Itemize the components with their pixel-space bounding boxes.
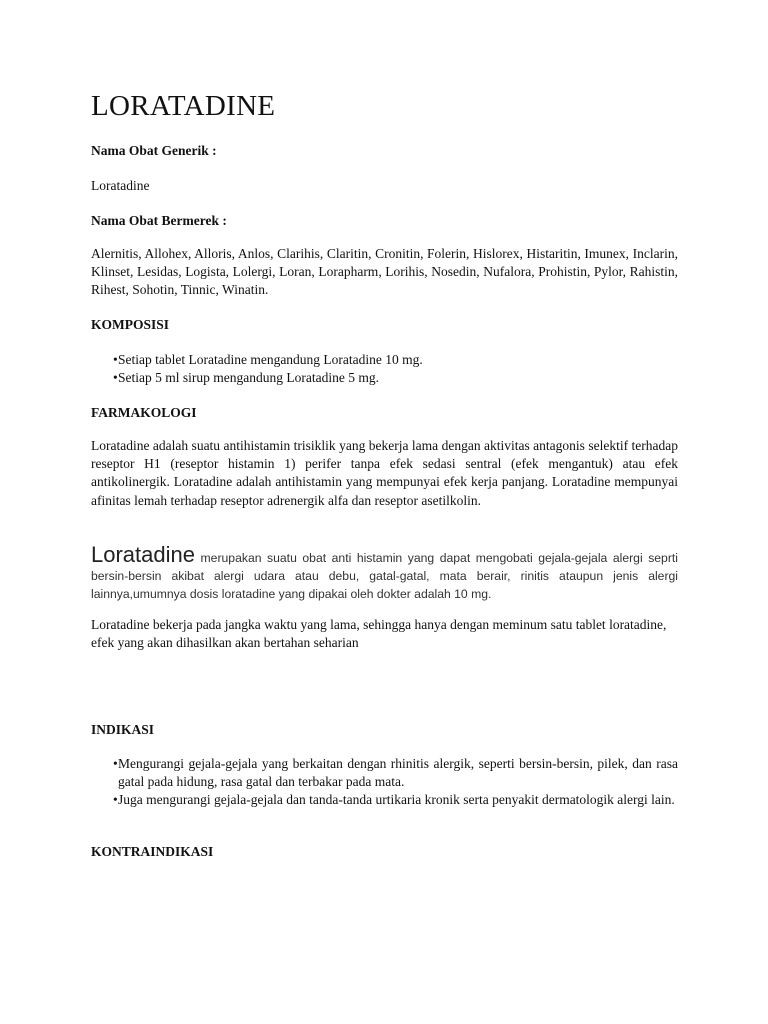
pasted-lead-word: Loratadine — [91, 542, 195, 567]
bullet-icon: • — [113, 352, 118, 367]
list-item-text: Mengurangi gejala-gejala yang berkaitan dengan rhinitis alergik, seperti bersin-bersin, pilek, dan rasa gatal pada hidung, rasa gatal dan terbakar pada mata. — [118, 756, 678, 790]
list-item-text: Setiap 5 ml sirup mengandung Loratadine 5 mg. — [118, 370, 379, 386]
pasted-rest-text: merupakan suatu obat anti histamin yang dapat mengobati gejala-gejala alergi seprti bersin-bersin akibat alergi udara atau debu, gatal-gatal, mata berair, rinitis ataupun jenis alergi lainnya,umumnya dosis loratadine yang dipakai oleh dokter adalah 10 mg. — [91, 551, 678, 601]
farmakologi-paragraph: Loratadine adalah suatu antihistamin trisiklik yang bekerja lama dengan aktivitas antagonis selektif terhadap reseptor H1 (reseptor histamin 1) perifer tanpa efek sedasi sentral (efek mengantuk) atau efek antikolinergik. Loratadine adalah antihistamin yang mempunyai efek kerja panjang. Loratadine mempunyai afinitas lemah terhadap reseptor adrenergik alfa dan reseptor asetilkolin. — [91, 438, 678, 508]
indikasi-list — [91, 755, 678, 810]
kontraindikasi-heading: KONTRAINDIKASI — [91, 844, 214, 859]
generic-name-value: Loratadine — [91, 178, 150, 193]
list-item — [91, 351, 678, 369]
list-item-text: Juga mengurangi gejala-gejala dan tanda-tanda urtikaria kronik serta penyakit dermatologik alergi lain. — [118, 792, 675, 808]
generic-name-heading: Nama Obat Generik : — [91, 143, 217, 158]
list-item-text: Setiap tablet Loratadine mengandung Loratadine 10 mg. — [118, 352, 423, 367]
bullet-icon: • — [113, 756, 118, 771]
farmakologi-heading: FARMAKOLOGI — [91, 405, 197, 420]
komposisi-list — [91, 351, 678, 387]
closing-paragraph: Loratadine bekerja pada jangka waktu yang lama, sehingga hanya dengan meminum satu tablet loratadine, efek yang akan dihasilkan akan bertahan seharian — [91, 617, 667, 651]
document-page — [91, 0, 678, 1024]
brand-name-value: Alernitis, Allohex, Alloris, Anlos, Clarihis, Claritin, Cronitin, Folerin, Hislorex, Histaritin, Imunex, Inclarin, Klinset, Lesidas, Logista, Lolergi, Loran, Lorapharm, Lorihis, Nosedin, Nufalora, Prohistin, Pylor, Rahistin, Rihest, Sohotin, Tinnic, Winatin. — [91, 246, 678, 298]
indikasi-heading: INDIKASI — [91, 722, 155, 737]
list-item — [91, 791, 678, 809]
brand-name-heading: Nama Obat Bermerek : — [91, 213, 227, 228]
bullet-icon: • — [113, 792, 118, 808]
document-title: LORATADINE — [91, 90, 276, 122]
pasted-description — [91, 542, 678, 603]
bullet-icon: • — [113, 370, 118, 386]
komposisi-heading: KOMPOSISI — [91, 317, 170, 332]
list-item — [91, 755, 678, 791]
list-item — [91, 369, 678, 387]
